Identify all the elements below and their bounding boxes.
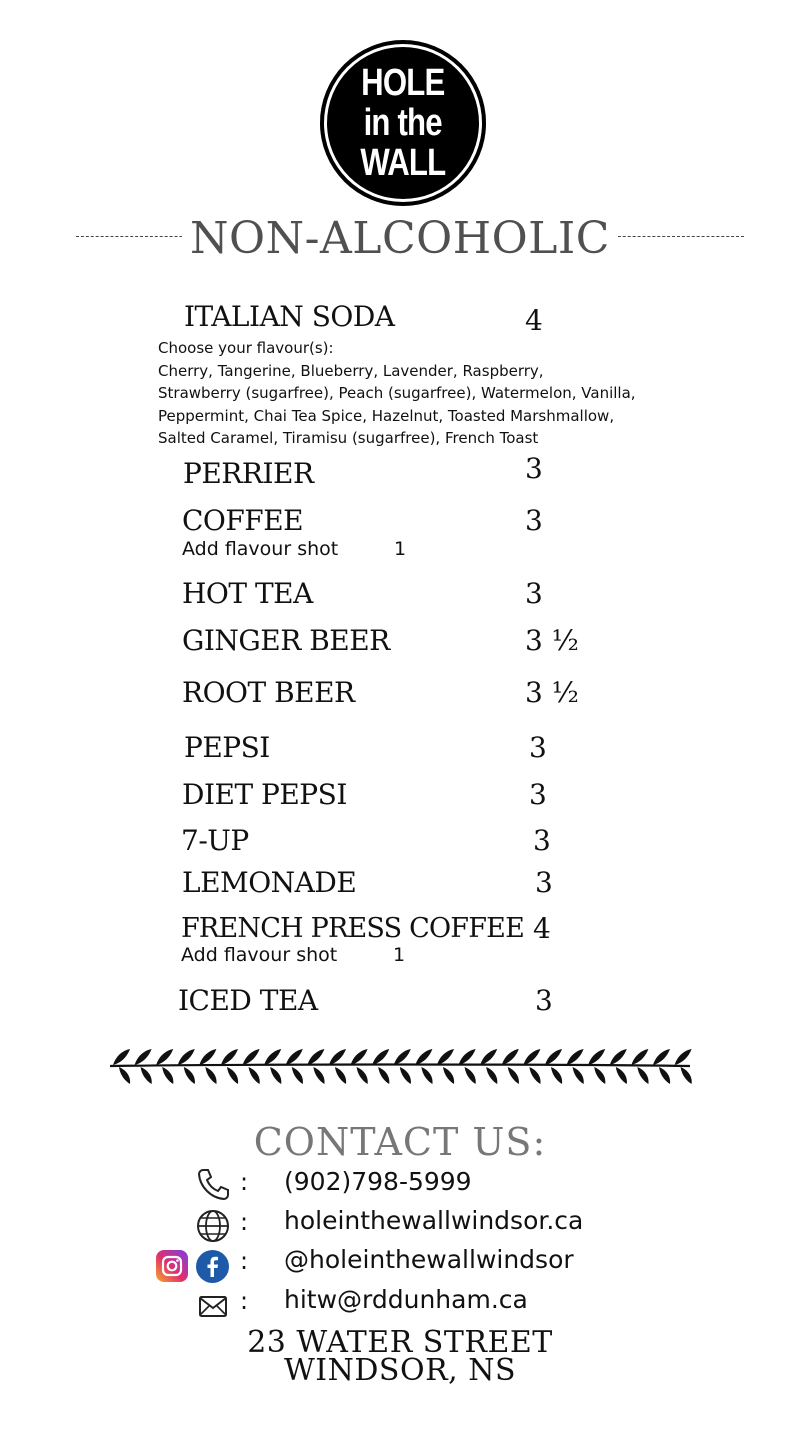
vine-leaf-top <box>307 1049 324 1065</box>
address-city: WINDSOR, NS <box>283 1353 517 1388</box>
social-handle[interactable]: @holeinthewallwindsor <box>284 1245 574 1274</box>
menu-item-price: 3 <box>525 577 543 610</box>
vine-leaf-top <box>502 1049 519 1065</box>
logo <box>320 40 486 206</box>
vine-leaf-bottom <box>141 1067 152 1084</box>
menu-item-iced-tea: ICED TEA <box>178 984 318 1017</box>
vine-leaf-bottom <box>227 1067 238 1084</box>
vine-leaf-top <box>264 1049 281 1065</box>
contact-title: CONTACT US: <box>253 1120 547 1164</box>
vine-leaf-top <box>653 1049 670 1065</box>
vine-leaf-top <box>199 1049 216 1065</box>
menu-item-hot-tea: HOT TEA <box>182 577 313 610</box>
menu-item-price: 3 <box>529 731 547 764</box>
menu-item-price: 4 <box>525 304 543 337</box>
logo-line-2: in the <box>363 102 443 144</box>
vine-leaf-top <box>675 1049 692 1065</box>
flavours-intro: Choose your flavour(s): <box>158 339 334 357</box>
menu-item-price: 3 ½ <box>525 676 579 709</box>
vine-leaf-bottom <box>119 1067 130 1084</box>
menu-item-lemonade: LEMONADE <box>182 866 357 899</box>
vine-leaf-bottom <box>465 1067 476 1084</box>
vine-leaf-top <box>567 1049 584 1065</box>
vine-leaf-top <box>631 1049 648 1065</box>
vine-leaf-bottom <box>421 1067 432 1084</box>
menu-item-price: 4 <box>533 912 551 945</box>
vine-leaf-bottom <box>659 1067 670 1084</box>
addon-flavour-shot: Add flavour shot <box>181 944 338 966</box>
vine-leaf-top <box>243 1049 260 1065</box>
vine-leaf-bottom <box>616 1067 627 1084</box>
vine-leaf-top <box>113 1049 130 1065</box>
menu-item-ginger-beer: GINGER BEER <box>182 624 390 657</box>
vine-leaf-top <box>329 1049 346 1065</box>
addon-price: 1 <box>394 538 407 560</box>
vine-leaf-bottom <box>357 1067 368 1084</box>
vine-leaf-top <box>394 1049 411 1065</box>
menu-item-diet-pepsi: DIET PEPSI <box>182 778 347 811</box>
vine-leaf-bottom <box>637 1067 648 1084</box>
addon-price: 1 <box>393 944 406 966</box>
menu-item-price: 3 <box>529 778 547 811</box>
menu-item-price: 3 <box>525 504 543 537</box>
mail-icon <box>197 1290 229 1322</box>
menu-item-price: 3 <box>533 824 551 857</box>
separator-colon: : <box>240 1208 249 1236</box>
menu-item-7-up: 7-UP <box>181 824 249 857</box>
vine-leaf-bottom <box>184 1067 195 1084</box>
menu-item-perrier: PERRIER <box>183 457 314 490</box>
vine-leaf-top <box>286 1049 303 1065</box>
vine-leaf-bottom <box>335 1067 346 1084</box>
menu-item-french-press-coffee: FRENCH PRESS COFFEE <box>181 913 524 944</box>
menu-item-pepsi: PEPSI <box>184 731 270 764</box>
vine-leaf-top <box>588 1049 605 1065</box>
section-title: NON-ALCOHOLIC <box>0 214 800 264</box>
separator-colon: : <box>240 1247 249 1275</box>
vine-leaf-bottom <box>486 1067 497 1084</box>
vine-leaf-top <box>523 1049 540 1065</box>
vine-leaf-bottom <box>378 1067 389 1084</box>
facebook-icon[interactable] <box>195 1249 230 1284</box>
vine-leaf-bottom <box>249 1067 260 1084</box>
flavours-line: Cherry, Tangerine, Blueberry, Lavender, Raspberry, <box>158 361 544 380</box>
vine-leaf-top <box>415 1049 432 1065</box>
vine-leaf-bottom <box>551 1067 562 1084</box>
vine-leaf-top <box>351 1049 368 1065</box>
vine-leaf-bottom <box>162 1067 173 1084</box>
vine-leaf-bottom <box>573 1067 584 1084</box>
flavours-line: Peppermint, Chai Tea Spice, Hazelnut, Toasted Marshmallow, <box>158 406 615 425</box>
phone-icon <box>195 1166 231 1202</box>
flavours-line: Salted Caramel, Tiramisu (sugarfree), French Toast <box>158 429 539 447</box>
phone-number[interactable]: (902)798-5999 <box>284 1167 472 1196</box>
vine-leaf-bottom <box>529 1067 540 1084</box>
vine-leaf-bottom <box>508 1067 519 1084</box>
vine-leaf-bottom <box>313 1067 324 1084</box>
vine-leaf-bottom <box>205 1067 216 1084</box>
vine-leaf-bottom <box>400 1067 411 1084</box>
leaf-vine-divider <box>105 1044 695 1088</box>
instagram-icon[interactable] <box>155 1249 189 1283</box>
vine-leaf-top <box>135 1049 152 1065</box>
vine-leaf-top <box>221 1049 238 1065</box>
addon-flavour-shot: Add flavour shot <box>182 538 339 560</box>
vine-leaf-bottom <box>270 1067 281 1084</box>
menu-item-price: 3 <box>535 866 553 899</box>
menu-item-coffee: COFFEE <box>182 504 304 537</box>
website-link[interactable]: holeinthewallwindsor.ca <box>284 1206 584 1235</box>
vine-leaf-bottom <box>443 1067 454 1084</box>
vine-leaf-top <box>610 1049 627 1065</box>
vine-leaf-top <box>459 1049 476 1065</box>
menu-item-price: 3 <box>535 984 553 1017</box>
italian-soda-flavours <box>158 337 678 450</box>
vine-leaf-top <box>178 1049 195 1065</box>
vine-leaf-top <box>545 1049 562 1065</box>
logo-line-3: WALL <box>360 142 446 184</box>
menu-item-price: 3 ½ <box>525 624 579 657</box>
address-street: 23 WATER STREET <box>247 1325 553 1360</box>
globe-icon <box>195 1208 231 1244</box>
vine-leaf-top <box>156 1049 173 1065</box>
menu-item-italian-soda: ITALIAN SODA <box>184 300 395 333</box>
vine-leaf-top <box>480 1049 497 1065</box>
separator-colon: : <box>240 1287 249 1315</box>
menu-item-price: 3 <box>525 452 543 485</box>
vine-leaf-bottom <box>594 1067 605 1084</box>
vine-leaf-bottom <box>681 1067 692 1084</box>
vine-leaf-bottom <box>292 1067 303 1084</box>
vine-leaf-top <box>372 1049 389 1065</box>
separator-colon: : <box>240 1168 249 1196</box>
flavours-line: Strawberry (sugarfree), Peach (sugarfree), Watermelon, Vanilla, <box>158 384 636 402</box>
menu-item-root-beer: ROOT BEER <box>182 676 355 709</box>
vine-leaf-top <box>437 1049 454 1065</box>
email-link[interactable]: hitw@rddunham.ca <box>284 1285 528 1314</box>
logo-line-1: HOLE <box>361 62 445 104</box>
